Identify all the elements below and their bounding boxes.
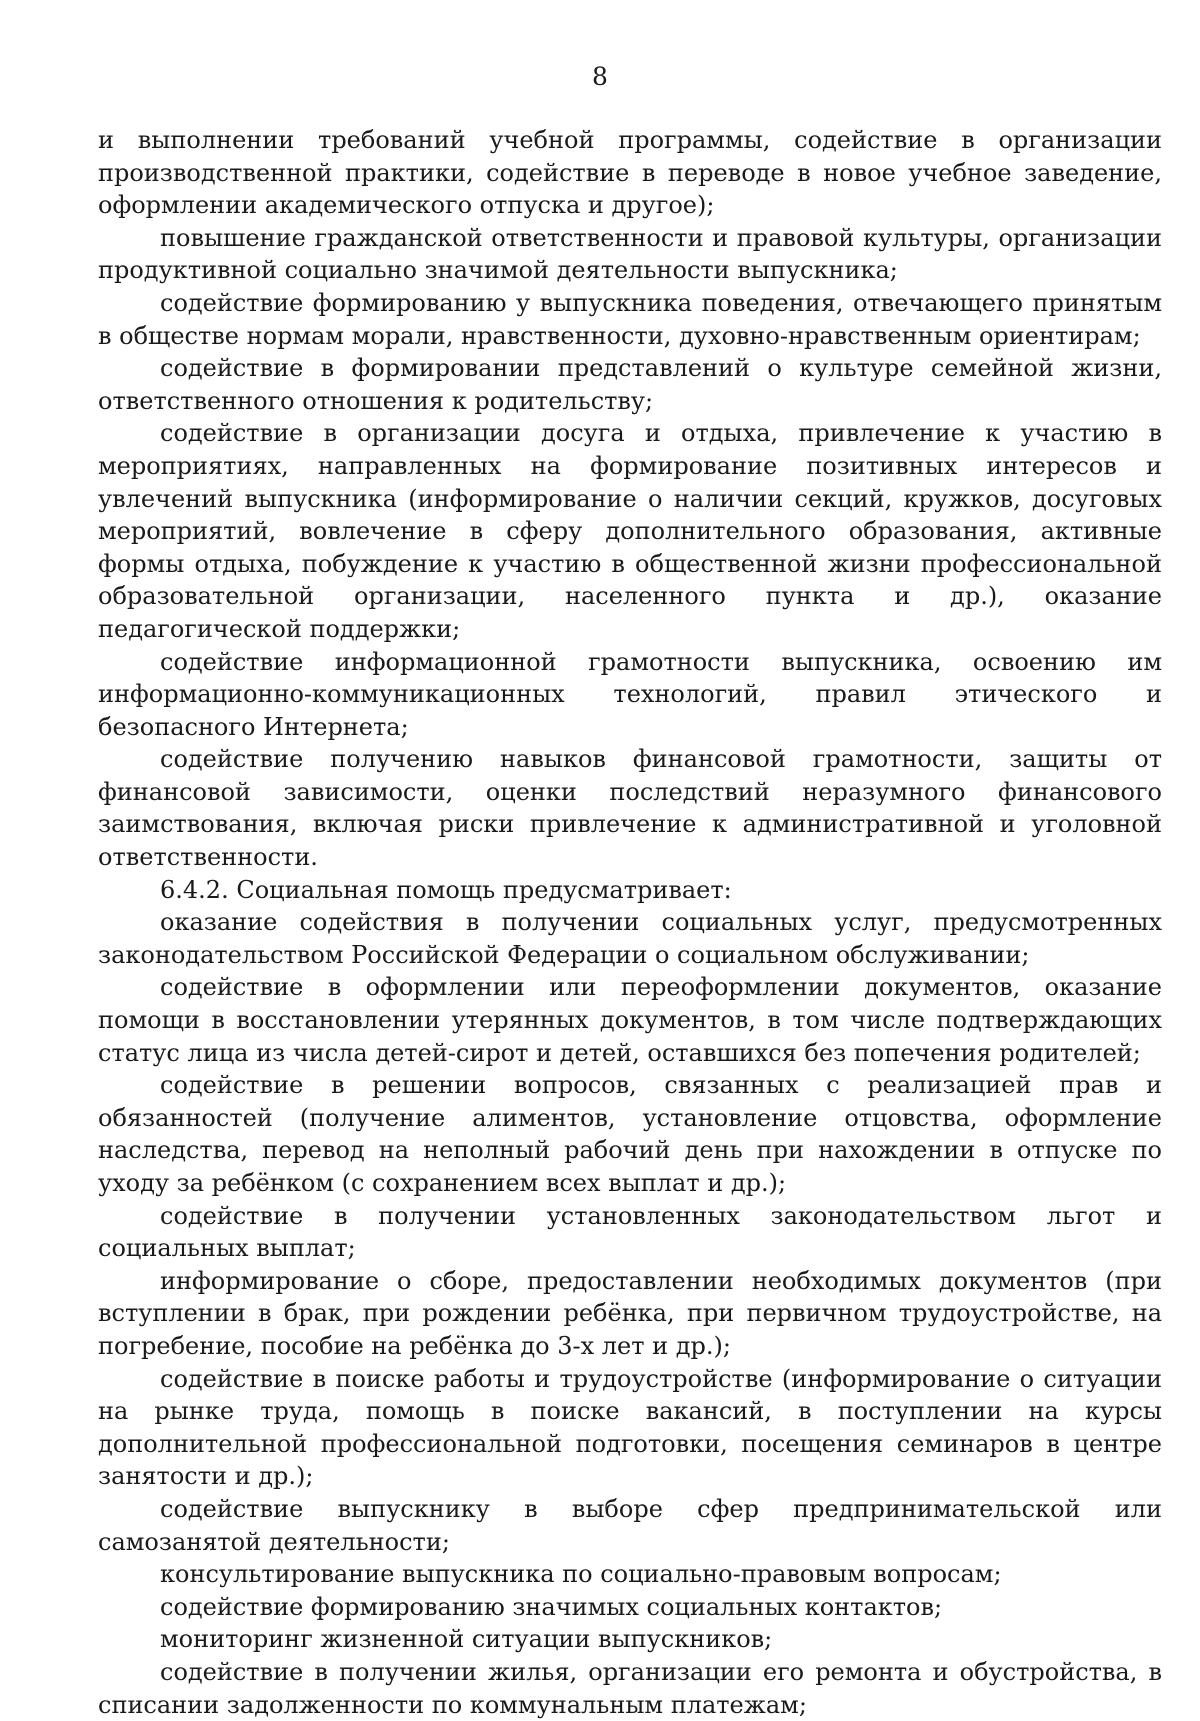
paragraph-continuation: и выполнении требований учебной программы, содействие в организации производственной практики, содействие в переводе в новое учебное заведение, оформлении академического отпуска и другое);	[98, 126, 1162, 220]
paragraph: содействие выпускнику в выборе сфер предпринимательской или самозанятой деятельности;	[98, 1494, 1162, 1556]
paragraph: содействие в формировании представлений о культуре семейной жизни, ответственного отношения к родительству;	[98, 354, 1162, 415]
paragraph: содействие формированию значимых социальных контактов;	[160, 1592, 943, 1621]
paragraph: содействие формированию у выпускника поведения, отвечающего принятым в обществе нормам морали, нравственности, духовно-нравственным ориентирам;	[98, 288, 1162, 350]
paragraph: содействие в поиске работы и трудоустройстве (информирование о ситуации на рынке труда, помощь в поиске вакансий, в поступлении на курсы дополнительной профессиональной подготовки, посещения семинаров в центре занятости и др.);	[98, 1364, 1162, 1491]
paragraph: консультирование выпускника по социально-правовым вопросам;	[160, 1560, 1002, 1589]
paragraph: мониторинг жизненной ситуации выпускников;	[160, 1625, 773, 1654]
document-body	[98, 124, 1162, 1721]
paragraph: содействие получению навыков финансовой грамотности, защиты от финансовой зависимости, оценки последствий неразумного финансового заимствования, включая риски привлечение к административной и уголовной ответственности.	[98, 745, 1162, 872]
paragraph: оказание содействия в получении социальных услуг, предусмотренных законодательством Российской Федерации о социальном обслуживании;	[98, 908, 1162, 969]
paragraph: информирование о сборе, предоставлении необходимых документов (при вступлении в брак, при рождении ребёнка, при первичном трудоустройстве, на погребение, пособие на ребёнка до 3-х лет и др.);	[98, 1266, 1162, 1360]
page-number: 8	[592, 62, 608, 91]
paragraph: содействие в решении вопросов, связанных с реализацией прав и обязанностей (получение алиментов, установление отцовства, оформление наследства, перевод на неполный рабочий день при нахождении в отпуске по уходу за ребёнком (с сохранением всех выплат и др.);	[98, 1071, 1162, 1197]
paragraph: содействие в организации досуга и отдыха, привлечение к участию в мероприятиях, направленных на формирование позитивных интересов и увлечений выпускника (информирование о наличии секций, кружков, досуговых мероприятий, вовлечение в сферу дополнительного образования, активные формы отдыха, побуждение к участию в общественной жизни профессиональной образовательной организации, населенного пункта и др.), оказание педагогической поддержки;	[98, 419, 1162, 643]
paragraph: содействие в получении установленных законодательством льгот и социальных выплат;	[98, 1201, 1162, 1263]
paragraph: содействие в оформлении или переоформлении документов, оказание помощи в восстановлении утерянных документов, в том числе подтверждающих статус лица из числа детей-сирот и детей, оставшихся без попечения родителей;	[98, 973, 1162, 1067]
paragraph: содействие в получении жилья, организации его ремонта и обустройства, в списании задолженности по коммунальным платежам;	[98, 1657, 1162, 1719]
paragraph: повышение гражданской ответственности и правовой культуры, организации продуктивной социально значимой деятельности выпускника;	[98, 223, 1162, 285]
paragraph: содействие информационной грамотности выпускника, освоению им информационно-коммуникационных технологий, правил этического и безопасного Интернета;	[98, 647, 1162, 741]
section-heading-6-4-2: 6.4.2. Социальная помощь предусматривает:	[160, 875, 732, 904]
